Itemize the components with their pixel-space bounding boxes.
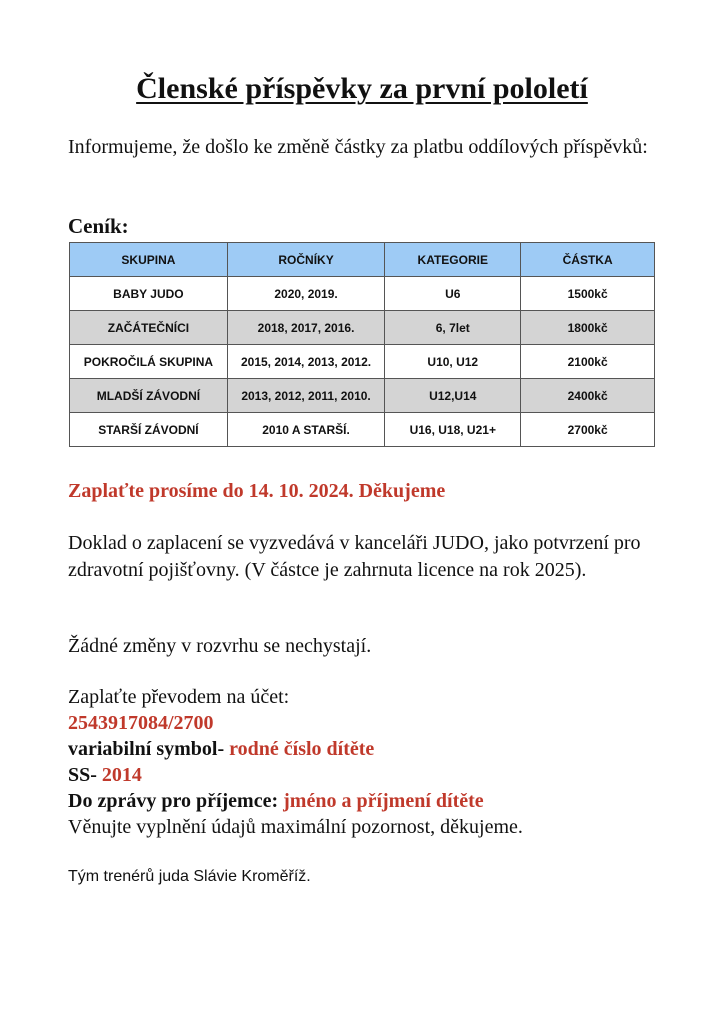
variable-symbol-line bbox=[68, 736, 668, 762]
cell-amount: 2700kč bbox=[521, 413, 655, 447]
account-number: 2543917084/2700 bbox=[68, 712, 214, 734]
cell-group: ZAČÁTEČNÍCI bbox=[70, 311, 228, 345]
schedule-note: Žádné změny v rozvrhu se nechystají. bbox=[68, 635, 372, 657]
cell-years: 2020, 2019. bbox=[227, 277, 384, 311]
message-value: jméno a příjmení dítěte bbox=[283, 790, 484, 812]
cell-group: STARŠÍ ZÁVODNÍ bbox=[70, 413, 228, 447]
header-amount: ČÁSTKA bbox=[521, 243, 655, 277]
variable-symbol-value: rodné číslo dítěte bbox=[229, 738, 375, 760]
price-list-label: Ceník: bbox=[68, 214, 129, 238]
header-category: KATEGORIE bbox=[385, 243, 521, 277]
cell-group: BABY JUDO bbox=[70, 277, 228, 311]
specific-symbol-value: 2014 bbox=[101, 764, 142, 786]
price-table bbox=[69, 242, 655, 447]
header-group: SKUPINA bbox=[70, 243, 228, 277]
cell-group: POKROČILÁ SKUPINA bbox=[70, 345, 228, 379]
payment-note: Věnujte vyplnění údajů maximální pozornost, děkujeme. bbox=[68, 816, 523, 838]
table-row bbox=[70, 379, 655, 413]
table-row bbox=[70, 345, 655, 379]
cell-category: 6, 7let bbox=[385, 311, 521, 345]
cell-years: 2018, 2017, 2016. bbox=[227, 311, 384, 345]
cell-amount: 1500kč bbox=[521, 277, 655, 311]
table-row bbox=[70, 413, 655, 447]
specific-symbol-label: SS- bbox=[68, 764, 97, 786]
receipt-info: Doklad o zaplacení se vyzvedává v kanceláři JUDO, jako potvrzení pro zdravotní pojišťovny. (V částce je zahrnuta licence na rok 2025). bbox=[68, 532, 641, 581]
cell-amount: 2100kč bbox=[521, 345, 655, 379]
payment-instructions bbox=[68, 684, 668, 840]
cell-category: U6 bbox=[385, 277, 521, 311]
cell-years: 2015, 2014, 2013, 2012. bbox=[227, 345, 384, 379]
cell-category: U12,U14 bbox=[385, 379, 521, 413]
variable-symbol-label: variabilní symbol- bbox=[68, 738, 225, 760]
cell-years: 2010 A STARŠÍ. bbox=[227, 413, 384, 447]
cell-years: 2013, 2012, 2011, 2010. bbox=[227, 379, 384, 413]
cell-category: U16, U18, U21+ bbox=[385, 413, 521, 447]
table-row bbox=[70, 311, 655, 345]
signature: Tým trenérů juda Slávie Kroměříž. bbox=[68, 868, 311, 885]
specific-symbol-line bbox=[68, 762, 668, 788]
payment-deadline: Zaplaťte prosíme do 14. 10. 2024. Děkujeme bbox=[68, 480, 446, 502]
payment-intro: Zaplaťte převodem na účet: bbox=[68, 686, 290, 708]
cell-amount: 2400kč bbox=[521, 379, 655, 413]
cell-group: MLADŠÍ ZÁVODNÍ bbox=[70, 379, 228, 413]
message-line bbox=[68, 788, 668, 814]
table-header-row bbox=[70, 243, 655, 277]
header-years: ROČNÍKY bbox=[227, 243, 384, 277]
message-label: Do zprávy pro příjemce: bbox=[68, 790, 279, 812]
table-row bbox=[70, 277, 655, 311]
cell-category: U10, U12 bbox=[385, 345, 521, 379]
page-title: Členské příspěvky za první pololetí bbox=[136, 72, 588, 105]
cell-amount: 1800kč bbox=[521, 311, 655, 345]
intro-text: Informujeme, že došlo ke změně částky za platbu oddílových příspěvků: bbox=[68, 136, 648, 158]
